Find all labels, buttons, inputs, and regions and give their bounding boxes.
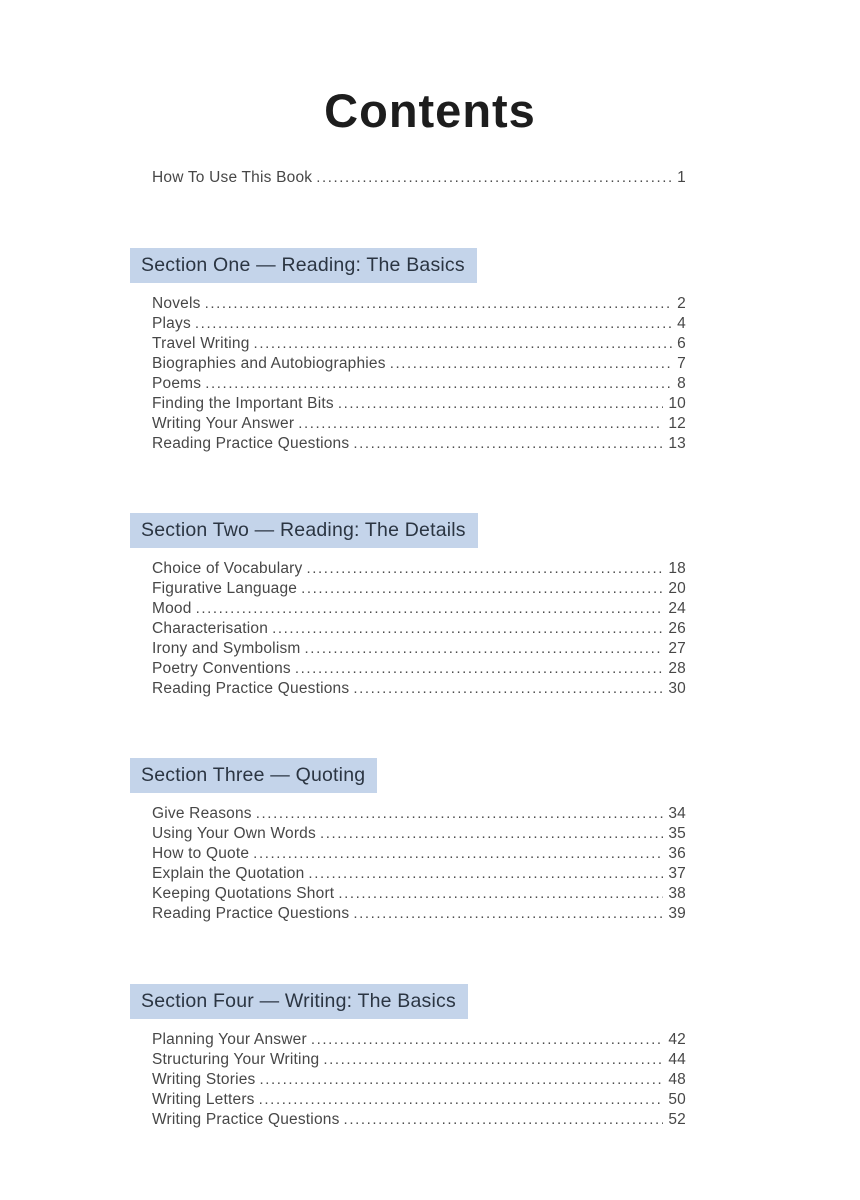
toc-entry <box>152 824 686 844</box>
toc-entry <box>152 1110 686 1130</box>
dot-leader <box>306 559 663 579</box>
toc-entry <box>152 844 686 864</box>
toc-entry-page: 28 <box>668 660 686 678</box>
dot-leader <box>256 804 664 824</box>
toc-entry-label: Novels <box>152 295 201 313</box>
dot-leader <box>353 679 663 699</box>
toc-entry-page: 2 <box>677 295 686 313</box>
dot-leader <box>308 864 663 884</box>
section-heading: Section Three — Quoting <box>130 758 377 793</box>
toc-entry <box>152 619 686 639</box>
dot-leader <box>295 659 663 679</box>
dot-leader <box>260 1070 664 1090</box>
toc-entry-page: 10 <box>668 395 686 413</box>
toc-entry <box>152 579 686 599</box>
toc-entry <box>152 414 686 434</box>
toc-entry-label: How To Use This Book <box>152 169 313 187</box>
toc-entry-page: 18 <box>668 560 686 578</box>
dot-leader <box>305 639 664 659</box>
toc-entry <box>152 1050 686 1070</box>
toc-entry <box>152 1070 686 1090</box>
toc-entry-label: Reading Practice Questions <box>152 905 350 923</box>
dot-leader <box>316 168 672 188</box>
section-one <box>130 248 686 454</box>
toc-entry-label: Poems <box>152 375 202 393</box>
toc-entry-page: 1 <box>677 169 686 187</box>
dot-leader <box>253 844 663 864</box>
toc-entry-label: Characterisation <box>152 620 269 638</box>
toc-entry-label: Give Reasons <box>152 805 252 823</box>
toc-entry <box>152 659 686 679</box>
toc-entry <box>152 559 686 579</box>
toc-entry-label: Reading Practice Questions <box>152 435 350 453</box>
toc-entry-label: Figurative Language <box>152 580 298 598</box>
toc-entry-label: Writing Practice Questions <box>152 1111 340 1129</box>
dot-leader <box>196 599 664 619</box>
toc-entry-label: Travel Writing <box>152 335 250 353</box>
toc-entry <box>152 904 686 924</box>
toc-entry-label: Writing Your Answer <box>152 415 295 433</box>
toc-entry-page: 24 <box>668 600 686 618</box>
dot-leader <box>298 414 663 434</box>
toc-entry <box>152 434 686 454</box>
toc-entry-page: 12 <box>668 415 686 433</box>
toc-entry-page: 36 <box>668 845 686 863</box>
dot-leader <box>311 1030 664 1050</box>
toc-entry-label: Writing Letters <box>152 1091 255 1109</box>
toc-entry <box>152 804 686 824</box>
toc-entry-page: 42 <box>668 1031 686 1049</box>
toc-entry-label: Finding the Important Bits <box>152 395 334 413</box>
toc-entry <box>152 599 686 619</box>
section-entries <box>130 294 686 454</box>
section-four <box>130 984 686 1130</box>
section-entries <box>130 1030 686 1130</box>
dot-leader <box>272 619 663 639</box>
dot-leader <box>323 1050 663 1070</box>
toc-entry-label: Plays <box>152 315 191 333</box>
toc-entry <box>152 334 686 354</box>
dot-leader <box>390 354 672 374</box>
toc-entry <box>152 884 686 904</box>
dot-leader <box>205 294 673 314</box>
section-two <box>130 513 686 699</box>
toc-entry-label: Mood <box>152 600 192 618</box>
dot-leader <box>195 314 672 334</box>
toc-entry <box>152 639 686 659</box>
toc-entry-page: 6 <box>677 335 686 353</box>
toc-entry <box>152 679 686 699</box>
toc-entry-page: 52 <box>668 1111 686 1129</box>
dot-leader <box>353 434 663 454</box>
dot-leader <box>254 334 673 354</box>
dot-leader <box>301 579 663 599</box>
toc-entry-page: 37 <box>668 865 686 883</box>
toc-entry-label: Explain the Quotation <box>152 865 305 883</box>
dot-leader <box>338 884 663 904</box>
toc-entry-page: 27 <box>668 640 686 658</box>
toc-entry <box>152 294 686 314</box>
toc-entry-label: Choice of Vocabulary <box>152 560 303 578</box>
toc-entry-page: 50 <box>668 1091 686 1109</box>
section-heading: Section One — Reading: The Basics <box>130 248 477 283</box>
toc-entry <box>152 1030 686 1050</box>
toc-entry-label: Irony and Symbolism <box>152 640 301 658</box>
section-heading: Section Four — Writing: The Basics <box>130 984 468 1019</box>
page-title: Contents <box>324 84 536 137</box>
toc-entry <box>152 1090 686 1110</box>
dot-leader <box>205 374 672 394</box>
toc-entry-page: 34 <box>668 805 686 823</box>
toc-entry-label: Structuring Your Writing <box>152 1051 320 1069</box>
toc-entry <box>152 864 686 884</box>
toc-entry-label: How to Quote <box>152 845 250 863</box>
dot-leader <box>320 824 663 844</box>
dot-leader <box>353 904 663 924</box>
toc-entry-page: 48 <box>668 1071 686 1089</box>
toc-entry-label: Planning Your Answer <box>152 1031 307 1049</box>
toc-entry-label: Writing Stories <box>152 1071 256 1089</box>
toc-entry-label: Using Your Own Words <box>152 825 316 843</box>
toc-entry-page: 4 <box>677 315 686 333</box>
toc-entry-label: Biographies and Autobiographies <box>152 355 386 373</box>
dot-leader <box>338 394 664 414</box>
toc-entry-label: Reading Practice Questions <box>152 680 350 698</box>
toc-entry-page: 30 <box>668 680 686 698</box>
section-entries <box>130 804 686 924</box>
toc-entry <box>152 374 686 394</box>
toc-entry-page: 44 <box>668 1051 686 1069</box>
toc-entry-page: 38 <box>668 885 686 903</box>
toc-entry-page: 39 <box>668 905 686 923</box>
toc-entry-page: 8 <box>677 375 686 393</box>
toc-entry-page: 26 <box>668 620 686 638</box>
toc-entry-page: 35 <box>668 825 686 843</box>
toc-entry <box>152 314 686 334</box>
toc-entry-page: 13 <box>668 435 686 453</box>
toc-entry-page: 20 <box>668 580 686 598</box>
section-three <box>130 758 686 924</box>
toc-entry-label: Poetry Conventions <box>152 660 291 678</box>
dot-leader <box>344 1110 664 1130</box>
toc-entry-page: 7 <box>677 355 686 373</box>
dot-leader <box>259 1090 664 1110</box>
toc-entry <box>152 354 686 374</box>
toc-entry-label: Keeping Quotations Short <box>152 885 335 903</box>
toc-entry <box>152 394 686 414</box>
toc-entry <box>152 168 686 188</box>
section-entries <box>130 559 686 699</box>
toc-content <box>130 168 686 1130</box>
section-heading: Section Two — Reading: The Details <box>130 513 478 548</box>
